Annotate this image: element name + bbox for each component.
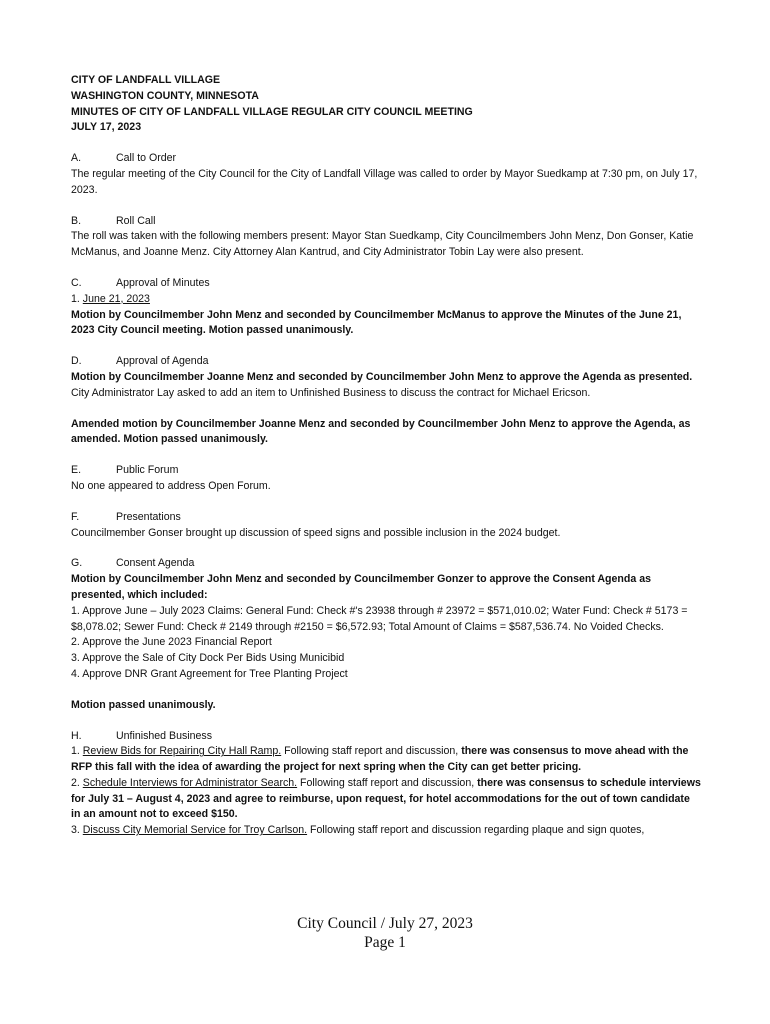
business-item [71, 744, 701, 776]
section-public-forum [71, 463, 701, 495]
section-title: Approval of Agenda [116, 355, 209, 368]
consent-item: 1. Approve June – July 2023 Claims: General Fund: Check #'s 23938 through # 23972 = $571,010.02; Water Fund: Check # 5173 = $8,078.02; Sewer Fund: Check # 2149 through #2150 = $6,572.93; Total Amount of Claims = $587,536.74. No Voided Checks. [71, 604, 688, 633]
section-approval-of-minutes [71, 276, 701, 339]
city-name: CITY OF LANDFALL VILLAGE [71, 74, 221, 86]
document-header [71, 73, 701, 136]
section-title: Roll Call [116, 214, 156, 227]
motion-text: Motion by Councilmember John Menz and seconded by Councilmember McManus to approve the Minutes of the June 21, 2023 City Council meeting. Motion passed unanimously. [71, 308, 682, 337]
item-number: 1. [71, 292, 83, 305]
meeting-date: JULY 17, 2023 [71, 121, 142, 134]
section-approval-of-agenda [71, 354, 701, 448]
motion-text: Motion by Councilmember Joanne Menz and seconded by Councilmember John Menz to approve the Agenda as presented. [71, 370, 693, 383]
section-call-to-order [71, 151, 701, 198]
section-body: The roll was taken with the following members present: Mayor Stan Suedkamp, City Councilmembers John Menz, Don Gonser, Katie McManus, and Joanne Menz. City Attorney Alan Kantrud, and City Administrator Tobin Lay were also present. [71, 230, 694, 259]
item-number: 2. [71, 776, 83, 789]
page-footer [0, 914, 770, 952]
section-consent-agenda [71, 556, 701, 713]
section-body: The regular meeting of the City Council for the City of Landfall Village was called to order by Mayor Suedkamp at 7:30 pm, on July 17, 2023. [71, 167, 698, 196]
section-body: Councilmember Gonser brought up discussion of speed signs and possible inclusion in the 2024 budget. [71, 526, 561, 539]
motion-text: Motion by Councilmember John Menz and seconded by Councilmember Gonzer to approve the Consent Agenda as presented, which included: [71, 573, 651, 601]
item-text: Following staff report and discussion, [281, 745, 462, 758]
section-letter: F. [71, 510, 80, 523]
section-note: City Administrator Lay asked to add an item to Unfinished Business to discuss the contract for Michael Ericson. [71, 386, 591, 399]
item-number: 3. [71, 824, 83, 837]
consent-item: 2. Approve the June 2023 Financial Report [71, 636, 272, 649]
section-letter: A. [71, 152, 82, 165]
consent-item: 4. Approve DNR Grant Agreement for Tree Planting Project [71, 667, 348, 680]
section-title: Approval of Minutes [116, 276, 210, 289]
minutes-date-link[interactable]: June 21, 2023 [82, 292, 150, 305]
item-decision: there was consensus to move ahead with the RFP this fall with the idea of awarding the project for next spring when the City can get better pricing. [71, 745, 689, 774]
item-text: Following staff report and discussion regarding plaque and sign quotes, [307, 824, 645, 837]
item-decision: there was consensus to schedule interviews for July 31 – August 4, 2023 and agree to reimburse, upon request, for hotel accommodations for the out of town candidate in an amount not to exceed $150. [71, 776, 701, 821]
business-item [71, 823, 701, 839]
section-letter: D. [71, 355, 82, 368]
item-link[interactable]: Discuss City Memorial Service for Troy Carlson. [82, 824, 308, 837]
minutes-item [71, 292, 701, 308]
section-title: Call to Order [116, 152, 177, 165]
section-presentations [71, 510, 701, 542]
section-title: Presentations [116, 510, 181, 523]
item-link[interactable]: Schedule Interviews for Administrator Search. [82, 776, 298, 789]
section-unfinished-business [71, 729, 701, 840]
footer-page-number: Page 1 [364, 934, 406, 951]
section-roll-call [71, 214, 701, 261]
item-text: Following staff report and discussion, [297, 776, 478, 789]
section-title: Public Forum [116, 464, 179, 477]
footer-meeting-line: City Council / July 27, 2023 [297, 915, 473, 932]
consent-item: 3. Approve the Sale of City Dock Per Bids Using Municibid [71, 652, 345, 665]
motion-passed-text: Motion passed unanimously. [71, 698, 216, 711]
amended-motion-text: Amended motion by Councilmember Joanne Menz and seconded by Councilmember John Menz to approve the Agenda, as amended. Motion passed unanimously. [71, 417, 691, 446]
section-letter: E. [71, 464, 82, 477]
county-name: WASHINGTON COUNTY, MINNESOTA [71, 89, 259, 102]
section-body: No one appeared to address Open Forum. [71, 479, 271, 492]
section-letter: G. [71, 557, 83, 570]
section-letter: B. [71, 214, 82, 227]
item-link[interactable]: Review Bids for Repairing City Hall Ramp. [82, 745, 282, 758]
minutes-document [71, 73, 701, 839]
business-item [71, 776, 701, 823]
section-title: Unfinished Business [116, 729, 212, 742]
section-letter: C. [71, 276, 82, 289]
document-title: MINUTES OF CITY OF LANDFALL VILLAGE REGULAR CITY COUNCIL MEETING [71, 105, 473, 118]
section-title: Consent Agenda [116, 557, 195, 570]
section-letter: H. [71, 729, 82, 742]
item-number: 1. [71, 745, 83, 758]
